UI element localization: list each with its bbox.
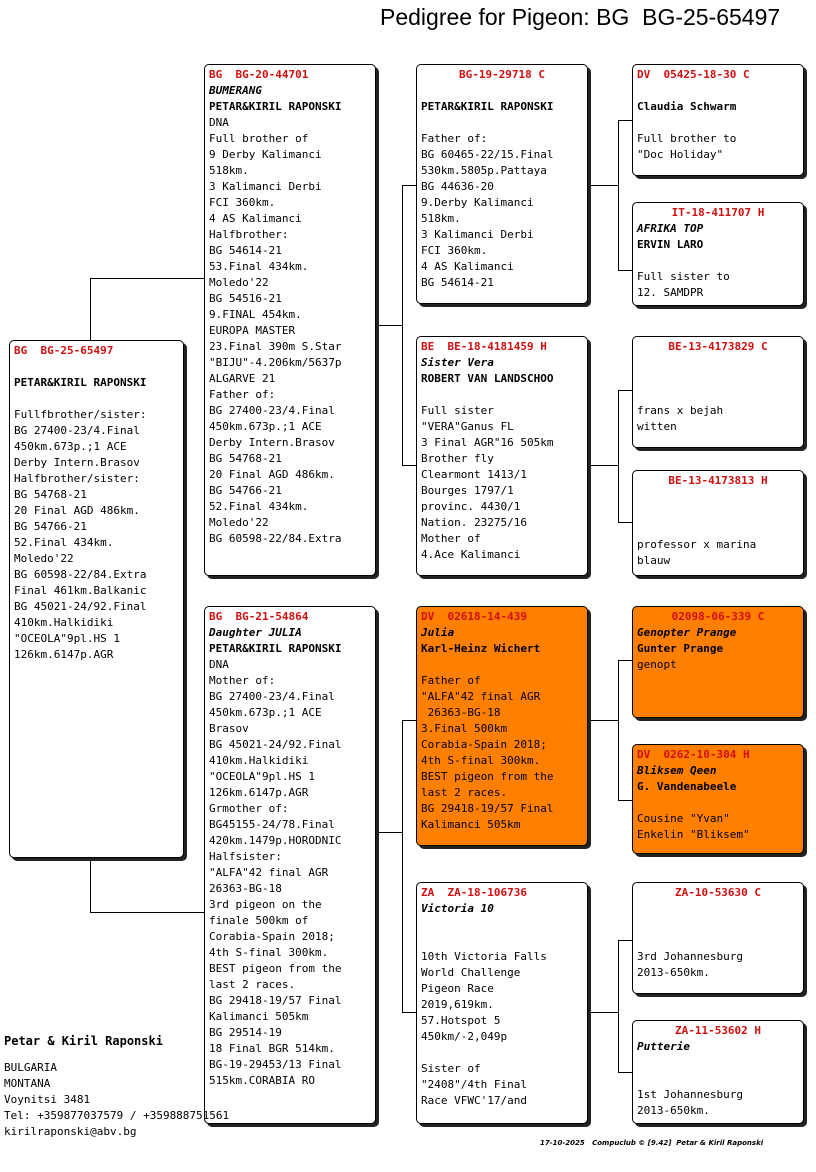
connector-line [618, 120, 632, 121]
breeder-name: ROBERT VAN LANDSCHOO [421, 372, 554, 385]
breeder-name: Gunter Prange [637, 642, 724, 655]
ring-number: BG BG-20-44701 [209, 68, 309, 81]
pigeon-info: Father of: BG 60465-22/15.Final 530km.5805p.Pattaya BG 44636-20 9.Derby Kalimanci 518km. 3 Kalimanci Derbi FCI 360km. 4 AS Kalimanci BG 54614-21 [421, 132, 554, 289]
pigeon-info: Cousine "Yvan" Enkelin "Bliksem" [637, 812, 750, 841]
owner-address: BULGARIA MONTANA Voynitsi 3481 Tel: +359877037579 / +359888751561 kirilraponski@abv.bg [4, 1061, 230, 1138]
ring-number: BE-13-4173813 H [668, 474, 768, 487]
connector-line [618, 270, 632, 271]
connector-line [618, 1072, 632, 1073]
pigeon-name: Julia [421, 626, 455, 639]
maternal-grandfather-card[interactable] [416, 606, 588, 846]
connector-line [90, 278, 91, 340]
breeder-name: Karl-Heinz Wichert [421, 642, 541, 655]
connector-line [588, 1012, 619, 1013]
breeder-name [637, 371, 799, 387]
connector-line [402, 185, 416, 186]
page-title: Pedigree for Pigeon: BG BG-25-65497 [380, 4, 781, 30]
ring-number: BG BG-21-54864 [209, 610, 309, 623]
pigeon-info: 10th Victoria Falls World Challenge Pigeon Race 2019,619km. 57.Hotspot 5 450km/-2,049p Sister of "2408"/4th Final Race VFWC'17/and [421, 950, 547, 1107]
pigeon-name: Genopter Prange [637, 626, 737, 639]
ring-number: ZA-11-53602 H [674, 1024, 762, 1037]
connector-line [90, 912, 204, 913]
pigeon-name [14, 359, 179, 375]
ring-number: DV 0262-10-304 H [637, 748, 750, 761]
pigeon-name [637, 489, 799, 505]
pigeon-info: 3rd Johannesburg 2013-650km. [637, 950, 743, 979]
great-grandparent-card[interactable] [632, 470, 804, 576]
connector-line [618, 800, 632, 801]
pigeon-info: professor x marina blauw [637, 538, 757, 567]
ring-number: DV 02618-14-439 [421, 610, 527, 623]
great-grandparent-card[interactable] [632, 1020, 804, 1124]
ring-number: BG-19-29718 C [458, 68, 546, 81]
breeder-name [637, 917, 799, 933]
breeder-name: Claudia Schwarm [637, 100, 737, 113]
great-grandparent-card[interactable] [632, 202, 804, 306]
connector-line [402, 720, 416, 721]
pigeon-info: Father of "ALFA"42 final AGR 26363-BG-18 3.Final 500km Corabia-Spain 2018; 4th S-final 300km. BEST pigeon from the last 2 races. BG 29418-19/57 Final Kalimanci 505km [421, 674, 554, 831]
pigeon-info: DNA Full brother of 9 Derby Kalimanci 518km. 3 Kalimanci Derbi FCI 360km. 4 AS Kalimanci Halfbrother: BG 54614-21 53.Final 434km. Moledo'22 BG 54516-21 9.FINAL 454km. EUROPA MASTER 23.Final 390m S.Star "BIJU"-4.206km/5637p ALGARVE 21 Father of: BG 27400-23/4.Final 450km.673p.;1 ACE Derby Intern.Brasov BG 54768-21 20 Final AGD 486km. BG 54766-21 52.Final 434km. Moledo'22 BG 60598-22/84.Extra [209, 116, 342, 545]
pigeon-name: Daughter JULIA [209, 626, 302, 639]
connector-line [618, 940, 619, 1072]
breeder-name [637, 1055, 799, 1071]
breeder-name: PETAR&KIRIL RAPONSKI [421, 100, 554, 113]
connector-line [376, 325, 403, 326]
pigeon-info: frans x bejah witten [637, 404, 724, 433]
connector-line [90, 278, 204, 279]
pigeon-info: DNA Mother of: BG 27400-23/4.Final 450km.673p.;1 ACE Brasov BG 45021-24/92.Final 410km.Halkidiki "OCEOLA"9pl.HS 1 126km.6147p.AGR Grmother of: BG45155-24/78.Final 420km.1479p.HORODNIC Halfsister: "ALFA"42 final AGR 26363-BG-18 3rd pigeon on the finale 500km of Corabia-Spain 2018; 4th S-final 300km. BEST pigeon from the last 2 races. BG 29418-19/57 Final Kalimanci 505km BG 29514-19 18 Final BGR 514km. BG-19-29453/13 Final 515km.CORABIA RO [209, 658, 342, 1087]
connector-line [618, 390, 632, 391]
connector-line [618, 940, 632, 941]
connector-line [402, 720, 403, 1012]
pigeon-info: Full brother to "Doc Holiday" [637, 132, 737, 161]
pigeon-name [421, 83, 583, 99]
ring-number: BG BG-25-65497 [14, 344, 114, 357]
owner-name: Petar & Kiril Raponski [4, 1034, 163, 1048]
connector-line [618, 390, 619, 522]
connector-line [588, 185, 619, 186]
ring-number: 02098-06-339 C [671, 610, 765, 623]
great-grandparent-card[interactable] [632, 606, 804, 718]
father-card[interactable] [204, 64, 376, 576]
pigeon-name [637, 83, 799, 99]
subject-pigeon-card[interactable] [9, 340, 184, 858]
breeder-name [637, 505, 799, 521]
pigeon-name [637, 901, 799, 917]
pigeon-name: Bliksem Qeen [637, 764, 717, 777]
ring-number: ZA-10-53630 C [674, 886, 762, 899]
pigeon-name: Sister Vera [421, 356, 494, 369]
mother-card[interactable] [204, 606, 376, 1124]
connector-line [618, 660, 632, 661]
breeder-name: PETAR&KIRIL RAPONSKI [209, 642, 342, 655]
connector-line [376, 832, 403, 833]
great-grandparent-card[interactable] [632, 64, 804, 176]
ring-number: ZA ZA-18-106736 [421, 886, 527, 899]
breeder-name: PETAR&KIRIL RAPONSKI [14, 376, 147, 389]
pigeon-info: Fullfbrother/sister: BG 27400-23/4.Final 450km.673p.;1 ACE Derby Intern.Brasov Halfbrother/sister: BG 54768-21 20 Final AGD 486km. BG 54766-21 52.Final 434km. Moledo'22 BG 60598-22/84.Extra Final 461km.Balkanic BG 45021-24/92.Final 410km.Halkidiki "OCEOLA"9pl.HS 1 126km.6147p.AGR [14, 408, 147, 661]
ring-number: IT-18-411707 H [671, 206, 765, 219]
connector-line [618, 120, 619, 270]
ring-number: BE BE-18-4181459 H [421, 340, 547, 353]
pigeon-info: genopt [637, 658, 677, 671]
connector-line [402, 465, 416, 466]
great-grandparent-card[interactable] [632, 744, 804, 854]
great-grandparent-card[interactable] [632, 882, 804, 994]
breeder-name: G. Vandenabeele [637, 780, 737, 793]
pigeon-name: Victoria 10 [421, 902, 494, 915]
pigeon-info: Full sister "VERA"Ganus FL 3 Final AGR"16 505km Brother fly Clearmont 1413/1 Bourges 1797/1 provinc. 4430/1 Nation. 23275/16 Mother of 4.Ace Kalimanci [421, 404, 554, 561]
connector-line [90, 858, 91, 912]
ring-number: BE-13-4173829 C [668, 340, 768, 353]
pigeon-name: BUMERANG [209, 84, 262, 97]
pigeon-name: AFRIKA TOP [637, 222, 704, 235]
connector-line [402, 1012, 416, 1013]
great-grandparent-card[interactable] [632, 336, 804, 448]
breeder-name: PETAR&KIRIL RAPONSKI [209, 100, 342, 113]
paternal-grandmother-card[interactable] [416, 336, 588, 576]
connector-line [588, 465, 619, 466]
ring-number: DV 05425-18-30 C [637, 68, 750, 81]
pigeon-info: 1st Johannesburg 2013-650km. [637, 1088, 743, 1117]
breeder-name [421, 917, 583, 933]
pigeon-name [637, 355, 799, 371]
maternal-grandmother-card[interactable] [416, 882, 588, 1124]
pigeon-info: Full sister to 12. SAMDPR [637, 270, 730, 299]
connector-line [618, 660, 619, 800]
print-info: 17-10-2025 Compuclub © [9.42] Petar & Kiril Raponski [540, 1139, 764, 1147]
pigeon-name: Putterie [637, 1040, 690, 1053]
breeder-name: ERVIN LARO [637, 238, 704, 251]
paternal-grandfather-card[interactable] [416, 64, 588, 304]
connector-line [618, 522, 632, 523]
connector-line [588, 720, 619, 721]
